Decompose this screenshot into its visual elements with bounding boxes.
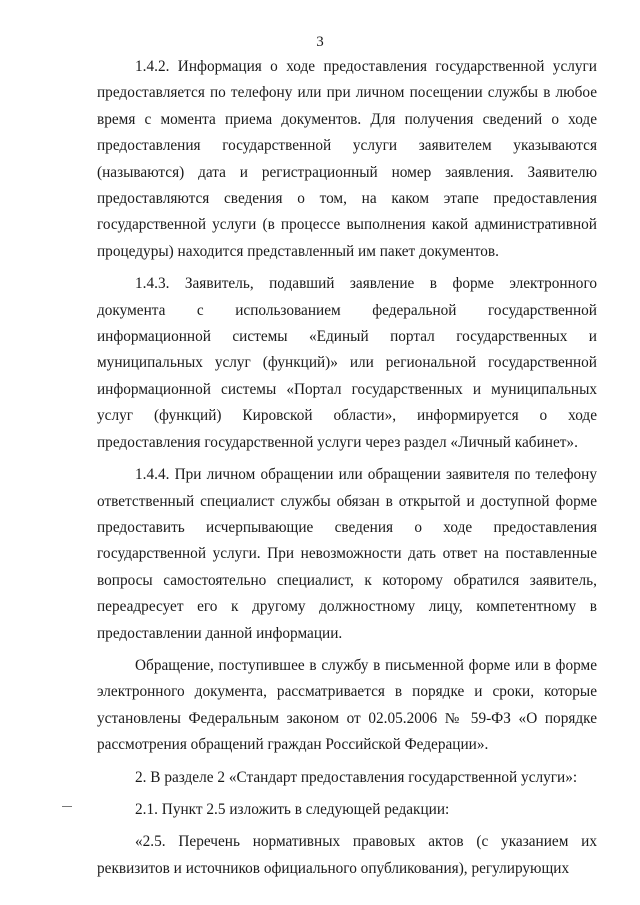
paragraph-section-2: 2. В разделе 2 «Стандарт предоставления государственной услуги»: [135, 768, 578, 786]
paragraph-2-1: 2.1. Пункт 2.5 изложить в следующей редакции: [135, 800, 450, 818]
margin-mark [62, 806, 72, 807]
document-body [97, 54, 597, 888]
paragraph-1-4-2: 1.4.2. Информация о ходе предоставления государственной услуги предоставляется по телефону или при личном посещении службы в любое время с момента приема документов. Для получения сведений о ходе предоставления государственной услуги заявителем указываются (называются) дата и регистрационный номер заявления. Заявителю предоставляются сведения о том, на каком этапе предоставления государственной услуги (в процессе выполнения какой административной процедуры) находится представленный им пакет документов. [97, 58, 597, 260]
paragraph-appeal: Обращение, поступившее в службу в письменной форме или в форме электронного документа, рассматривается в порядке и сроки, которые установлены Федеральным законом от 02.05.2006 № 59-ФЗ «О порядке рассмотрения обращений граждан Российской Федерации». [97, 656, 597, 754]
page-number: 3 [316, 34, 324, 50]
paragraph-2-5: «2.5. Перечень нормативных правовых актов (с указанием их реквизитов и источников официального опубликования), регулирующих [97, 833, 597, 877]
paragraph-1-4-4: 1.4.4. При личном обращении или обращении заявителя по телефону ответственный специалист службы обязан в открытой и доступной форме предоставить исчерпывающие сведения о ходе предоставления государственной услуги. При невозможности дать ответ на поставленные вопросы самостоятельно специалист, к которому обратился заявитель, переадресует его к другому должностному лицу, компетентному в предоставлении данной информации. [97, 466, 597, 642]
paragraph-1-4-3: 1.4.3. Заявитель, подавший заявление в форме электронного документа с использованием федеральной государственной информационной системы «Единый портал государственных и муниципальных услуг (функций)» или региональной государственной информационной системы «Портал государственных и муниципальных услуг (функций) Кировской области», информируется о ходе предоставления государственной услуги через раздел «Личный кабинет». [97, 275, 597, 451]
